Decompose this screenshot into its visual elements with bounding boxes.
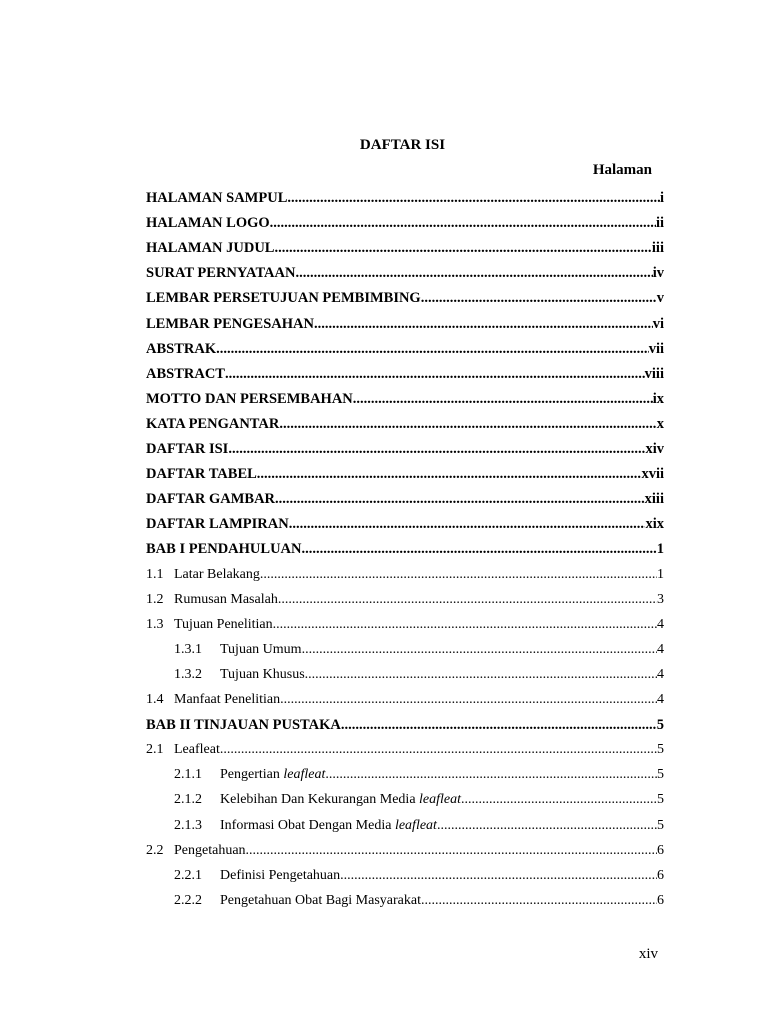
toc-entry-label bbox=[146, 388, 353, 410]
toc-entry bbox=[146, 438, 664, 460]
toc-entry-label-text: Pengetahuan bbox=[174, 842, 246, 858]
toc-entry-label-text: HALAMAN JUDUL bbox=[146, 240, 275, 257]
page-title: DAFTAR ISI bbox=[359, 137, 446, 153]
toc-entry-label-italic: leafleat bbox=[394, 817, 437, 833]
toc-entry-number: 2.2.2 bbox=[174, 892, 202, 908]
toc-dot-leader bbox=[302, 538, 657, 560]
toc-entry-page: 1 bbox=[657, 566, 664, 582]
toc-entry-number: 1.2 bbox=[146, 591, 164, 607]
toc-entry bbox=[146, 262, 664, 284]
toc-entry-label-text: ABSTRACT bbox=[146, 365, 225, 382]
toc-entry-label-text: Tujuan Umum bbox=[220, 641, 302, 657]
toc-dot-leader bbox=[279, 413, 656, 435]
toc-entry-label bbox=[146, 714, 341, 736]
toc-entry bbox=[146, 388, 664, 410]
toc-dot-leader bbox=[280, 689, 657, 711]
toc-entry bbox=[146, 237, 664, 259]
toc-entry bbox=[174, 865, 664, 887]
toc-dot-leader bbox=[461, 789, 657, 811]
toc-entry bbox=[174, 764, 664, 786]
toc-dot-leader bbox=[287, 187, 660, 209]
page-number: xiv bbox=[638, 946, 658, 962]
toc-entry bbox=[174, 639, 664, 661]
toc-entry-number: 1.3 bbox=[146, 616, 164, 632]
toc-entry-label bbox=[146, 287, 421, 309]
toc-dot-leader bbox=[257, 463, 642, 485]
toc-entry-label bbox=[146, 488, 275, 510]
toc-entry-page: xiv bbox=[645, 441, 664, 457]
toc-dot-leader bbox=[353, 388, 653, 410]
toc-entry-label bbox=[146, 237, 274, 259]
toc-dot-leader bbox=[260, 564, 657, 586]
toc-entry-page: iii bbox=[651, 240, 664, 257]
toc-entry-label bbox=[220, 890, 421, 912]
toc-entry-label-text: LEMBAR PERSETUJUAN PEMBIMBING bbox=[146, 290, 421, 307]
toc-entry-number: 2.2.1 bbox=[174, 867, 202, 883]
toc-entry-label-italic: leafleat bbox=[419, 792, 462, 808]
toc-entry-label-text: LEMBAR PENGESAHAN bbox=[146, 315, 314, 332]
toc-entry bbox=[146, 614, 664, 636]
toc-entry-label bbox=[146, 313, 314, 335]
toc-entry bbox=[146, 363, 664, 385]
toc-entry-page: 5 bbox=[657, 817, 664, 833]
toc-entry bbox=[146, 739, 664, 761]
toc-dot-leader bbox=[274, 237, 651, 259]
toc-entry-label-italic: leafleat bbox=[283, 767, 326, 783]
toc-entry-page: 4 bbox=[657, 641, 664, 657]
toc-entry-page: 4 bbox=[657, 616, 664, 632]
toc-entry bbox=[174, 890, 664, 912]
toc-entry-number: 1.3.1 bbox=[174, 641, 202, 657]
toc-entry-page: 5 bbox=[657, 742, 664, 758]
toc-entry-label bbox=[146, 438, 228, 460]
toc-entry bbox=[146, 287, 664, 309]
toc-entry bbox=[146, 538, 664, 560]
toc-entry-label-text: DAFTAR GAMBAR bbox=[146, 491, 276, 508]
toc-entry-label-text: BAB I PENDAHULUAN bbox=[146, 541, 302, 558]
toc-entry-label bbox=[174, 589, 278, 611]
toc-dot-leader bbox=[295, 262, 652, 284]
toc-entry-number: 1.3.2 bbox=[174, 666, 202, 682]
toc-entry-page: xix bbox=[645, 516, 664, 533]
toc-entry-label bbox=[146, 513, 289, 535]
toc-entry-page: 4 bbox=[657, 666, 664, 682]
toc-entry-page: ix bbox=[652, 390, 664, 407]
toc-entry-label-text: Kelebihan Dan Kekurangan Media bbox=[220, 792, 420, 808]
toc-entry bbox=[174, 815, 664, 837]
toc-entry-label-text: DAFTAR TABEL bbox=[146, 466, 257, 483]
toc-entry-label bbox=[174, 689, 280, 711]
toc-entry-number: 2.1.1 bbox=[174, 767, 202, 783]
toc-entry-page: vi bbox=[652, 315, 664, 332]
toc-entry-page: 3 bbox=[657, 591, 664, 607]
toc-entry-number: 2.1.2 bbox=[174, 792, 202, 808]
toc-entry-number: 2.2 bbox=[146, 842, 164, 858]
toc-entry-label bbox=[146, 413, 279, 435]
toc-entry-label bbox=[146, 187, 287, 209]
toc-dot-leader bbox=[305, 664, 657, 686]
toc-entry bbox=[146, 589, 664, 611]
toc-entry bbox=[146, 187, 664, 209]
toc-entry-label-text: HALAMAN LOGO bbox=[146, 215, 270, 232]
toc-entry-label-text: Manfaat Penelitian bbox=[174, 692, 281, 707]
toc-entry-label bbox=[146, 463, 257, 485]
toc-entry-label bbox=[174, 614, 273, 636]
toc-entry-label bbox=[220, 664, 305, 686]
toc-entry-label-text: Leafleat bbox=[174, 742, 220, 758]
toc-entry-page: 4 bbox=[657, 692, 664, 707]
toc-entry-label-text: DAFTAR ISI bbox=[146, 441, 229, 457]
toc-entry-label-text: Pengertian bbox=[220, 767, 284, 783]
toc-dot-leader bbox=[216, 338, 649, 360]
toc-entry-label bbox=[220, 639, 302, 661]
toc-dot-leader bbox=[278, 589, 657, 611]
toc-dot-leader bbox=[325, 764, 657, 786]
toc-dot-leader bbox=[270, 212, 656, 234]
toc-entry-label-text: Tujuan Penelitian bbox=[174, 616, 273, 632]
toc-entry-page: iv bbox=[652, 265, 664, 282]
toc-entry-page: 5 bbox=[657, 767, 664, 783]
toc-entry bbox=[146, 714, 664, 736]
toc-dot-leader bbox=[340, 865, 657, 887]
toc-entry-page: ii bbox=[655, 215, 664, 232]
toc-entry-page: xvii bbox=[641, 466, 664, 483]
toc-entry bbox=[146, 564, 664, 586]
toc-entry-page: i bbox=[659, 190, 664, 206]
toc-entry-label bbox=[220, 815, 437, 837]
toc-entry-page: viii bbox=[644, 365, 664, 382]
toc-entry bbox=[146, 413, 664, 435]
toc-entry bbox=[146, 513, 664, 535]
toc-entry-page: 5 bbox=[656, 717, 664, 734]
toc-entry-label-text: HALAMAN SAMPUL bbox=[146, 190, 288, 206]
toc-entry-label bbox=[174, 739, 220, 761]
toc-entry bbox=[146, 840, 664, 862]
toc-dot-leader bbox=[275, 488, 645, 510]
toc-entry-label bbox=[146, 538, 302, 560]
toc-entry-number: 1.4 bbox=[146, 692, 164, 707]
toc-entry bbox=[146, 338, 664, 360]
toc-entry-label bbox=[146, 363, 225, 385]
toc-entry-label-text: Latar Belakang bbox=[174, 566, 260, 582]
toc-entry bbox=[146, 488, 664, 510]
toc-entry-number: 2.1 bbox=[146, 742, 164, 758]
toc-entry-label-text: DAFTAR LAMPIRAN bbox=[146, 516, 289, 533]
toc-entry-label bbox=[220, 789, 461, 811]
toc-dot-leader bbox=[302, 639, 657, 661]
toc-entry-label-text: Informasi Obat Dengan Media bbox=[220, 817, 395, 833]
toc-dot-leader bbox=[437, 815, 657, 837]
toc-entry-label-text: KATA PENGANTAR bbox=[146, 415, 280, 432]
toc-entry-label-text: Pengetahuan Obat Bagi Masyarakat bbox=[220, 892, 421, 908]
toc-entry-page: vii bbox=[648, 340, 664, 357]
toc-entry-label-text: SURAT PERNYATAAN bbox=[146, 265, 296, 282]
toc-entry-label-text: Tujuan Khusus bbox=[220, 666, 305, 682]
toc-dot-leader bbox=[225, 363, 645, 385]
toc-entry-label bbox=[146, 338, 216, 360]
toc-entry bbox=[146, 313, 664, 335]
toc-dot-leader bbox=[289, 513, 646, 535]
page-column-header: Halaman bbox=[592, 162, 652, 178]
toc-dot-leader bbox=[246, 840, 657, 862]
toc-entry-page: v bbox=[656, 290, 664, 307]
toc-entry-page: xiii bbox=[644, 491, 664, 508]
toc-dot-leader bbox=[273, 614, 657, 636]
toc-entry-label-text: MOTTO DAN PERSEMBAHAN bbox=[146, 390, 353, 407]
toc-entry-number: 2.1.3 bbox=[174, 817, 202, 833]
toc-entry-label bbox=[146, 262, 295, 284]
toc-entry-label-text: BAB II TINJAUAN PUSTAKA bbox=[146, 717, 341, 734]
toc-entry-page: 6 bbox=[657, 867, 664, 883]
toc-entry bbox=[146, 212, 664, 234]
toc-entry-page: 6 bbox=[657, 842, 664, 858]
toc-entry-page: 5 bbox=[657, 792, 664, 808]
toc-entry-label bbox=[146, 212, 270, 234]
toc-entry bbox=[174, 664, 664, 686]
toc-entry-label bbox=[220, 865, 340, 887]
toc-entry-page: 6 bbox=[657, 892, 664, 908]
toc-dot-leader bbox=[220, 739, 657, 761]
toc-entry bbox=[146, 463, 664, 485]
toc-dot-leader bbox=[228, 438, 645, 460]
toc-entry-label bbox=[220, 764, 325, 786]
toc-entry-label bbox=[174, 840, 246, 862]
toc-entry bbox=[146, 689, 664, 711]
toc-dot-leader bbox=[421, 890, 657, 912]
toc-entry-label bbox=[174, 564, 260, 586]
toc-dot-leader bbox=[314, 313, 653, 335]
toc-entry-number: 1.1 bbox=[146, 566, 164, 582]
toc-entry-page: x bbox=[656, 415, 664, 432]
toc-entry-page: 1 bbox=[656, 541, 664, 558]
toc-entry-label-text: Rumusan Masalah bbox=[174, 591, 278, 607]
toc-entry-label-text: Definisi Pengetahuan bbox=[220, 867, 341, 883]
toc-dot-leader bbox=[421, 287, 657, 309]
toc-entry-label-text: ABSTRAK bbox=[146, 340, 217, 357]
toc-dot-leader bbox=[341, 714, 657, 736]
toc-entry bbox=[174, 789, 664, 811]
